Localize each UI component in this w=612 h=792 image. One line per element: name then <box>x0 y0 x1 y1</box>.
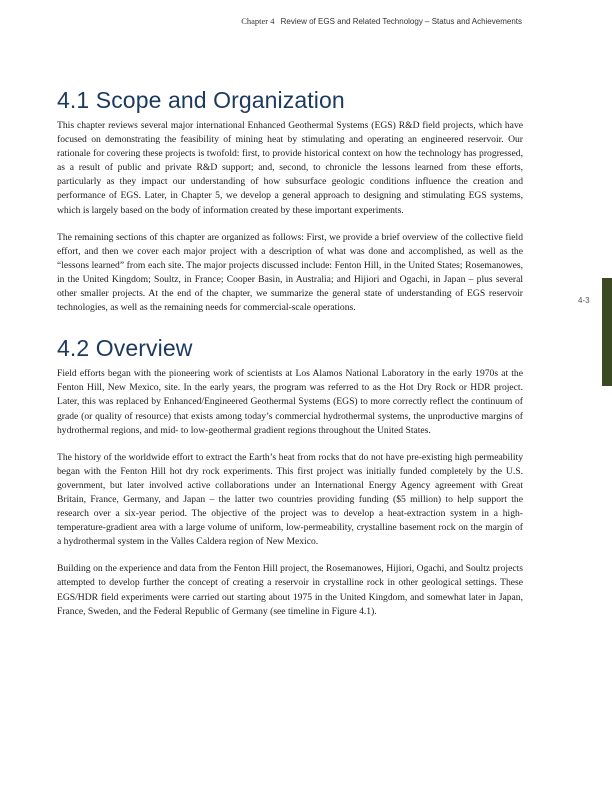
running-header <box>241 16 522 26</box>
page-number: 4-3 <box>578 296 590 305</box>
paragraph: Field efforts began with the pioneering work of scientists at Los Alamos National Laboratory in the early 1970s at the Fenton Hill, New Mexico, site. In the early years, the program was referred to as the Hot Dry Rock or HDR project. Later, this was replaced by Enhanced/Engineered Geothermal Systems (EGS) to more correctly reflect the continuum of grade (or quality of resource) that exists among today’s commercial hydrothermal systems, the unproductive margins of hydrothermal regions, and mid- to low-geothermal gradient regions throughout the United States. <box>57 368 523 436</box>
section-heading-overview: 4.2 Overview <box>57 335 193 362</box>
paragraph: This chapter reviews several major international Enhanced Geothermal Systems (EGS) R&D field projects, which have focused on demonstrating the feasibility of mining heat by stimulating and operating an engineered reservoir. Our rationale for covering these projects is twofold: first, to provide historical context on how the technology has progressed, as a result of public and private R&D support; and, second, to chronicle the lessons learned from these efforts, particularly as they impact our understanding of how subsurface geologic conditions influence the creation and performance of EGS. Later, in Chapter 5, we develop a general approach to designing and stimulating EGS systems, which is largely based on the body of information created by these important experiments. <box>57 120 523 216</box>
page-body <box>57 86 523 632</box>
paragraph: The remaining sections of this chapter are organized as follows: First, we provide a brief overview of the collective field effort, and then we cover each major project with a description of what was done and accomplished, as well as the “lessons learned” from each site. The major projects discussed include: Fenton Hill, in the United States; Rosemanowes, in the United Kingdom; Soultz, in France; Cooper Basin, in Australia; and Hijiori and Ogachi, in Japan – plus several other smaller projects. At the end of the chapter, we summarize the general state of understanding of EGS reservoir technologies, as well as the remaining needs for commercial-scale operations. <box>57 231 523 314</box>
section-heading-scope: 4.1 Scope and Organization <box>57 87 345 113</box>
paragraph: The history of the worldwide effort to extract the Earth’s heat from rocks that do not have pre-existing high permeability began with the Fenton Hill hot dry rock experiments. This first project was initially funded completely by the U.S. government, but later involved active collaborations under an International Energy Agency agreement with Great Britain, France, Germany, and Japan – the latter two countries providing funding ($5 million) to help support the research over a six-year period. The objective of the project was to develop a heat-extraction system in a high-temperature-gradient area with a large volume of uniform, low-permeability, crystalline basement rock on the margin of a hydrothermal system in the Valles Caldera region of New Mexico. <box>57 451 523 548</box>
paragraph: Building on the experience and data from the Fenton Hill project, the Rosemanowes, Hijiori, Ogachi, and Soultz projects attempted to develop further the concept of creating a reservoir in crystalline rock in other geological settings. These EGS/HDR field experiments were carried out starting about 1975 in the United Kingdom, and somewhat later in Japan, France, Sweden, and the Federal Republic of Germany (see timeline in Figure 4.1). <box>57 563 523 617</box>
chapter-label: Chapter 4 <box>241 16 275 26</box>
chapter-title: Review of EGS and Related Technology – Status and Achievements <box>280 17 522 26</box>
chapter-side-tab <box>602 278 612 386</box>
